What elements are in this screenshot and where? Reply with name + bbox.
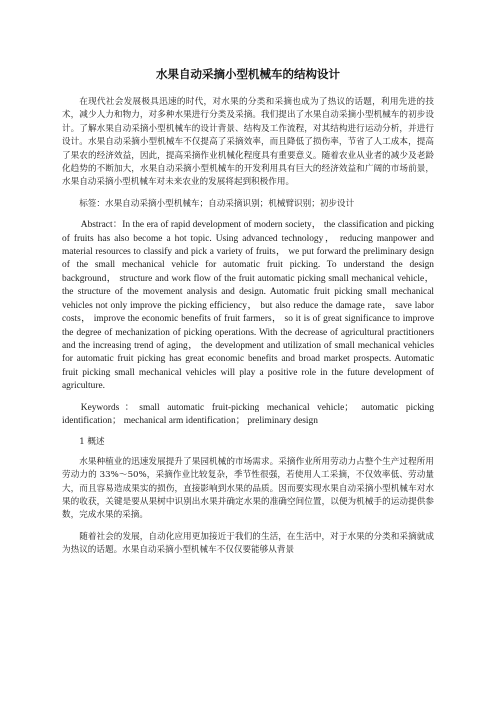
paper-title: 水果自动采摘小型机械车的结构设计: [156, 67, 340, 81]
keywords-en: [62, 402, 434, 429]
keywords-en-text: small automatic fruit-picking mechanical vehicle； automatic picking identification； mechanical arm identification； preliminary design: [62, 402, 434, 426]
spacer: [62, 523, 434, 531]
keywords-en-label: Keywords：: [80, 402, 140, 413]
keywords-cn-label: 标签：: [79, 198, 105, 209]
spacer: [62, 394, 434, 402]
abstract-en: [62, 219, 434, 393]
section1-paragraph-1: 水果种植业的迅速发展提升了果园机械的市场需求。采摘作业所用劳动力占整个生产过程所用劳动力的 33%～50%，采摘作业比较复杂，季节性很强，若使用人工采摘，不仅效率低、劳动量大，而且容易造成果实的损伤，直接影响到水果的品质。因而要实现水果自动采摘小型机械车对水果的收获，关键是要从果树中识别出水果并确定水果的准确空间位置，以便为机械手的运动提供参数，完成水果的采摘。: [62, 456, 434, 521]
keywords-cn: [62, 198, 434, 211]
spacer: [62, 190, 434, 198]
abstract-cn: 在现代社会发展极具迅速的时代，对水果的分类和采摘也成为了热议的话题，利用先进的技术，减少人力和物力，对多种水果进行分类及采摘。我们提出了水果自动采摘小型机械车的初步设计。了解水果自动采摘小型机械车的设计背景、结构及工作流程，对其结构进行运动分析，并进行设计。水果自动采摘小型机械车不仅提高了采摘效率，而且降低了损伤率，节省了人工成本，提高了果农的经济效益，因此，提高采摘作业机械化程度具有重要意义。随着农业从业者的减少及老龄化趋势的不断加大，水果自动采摘小型机械车的开发利用具有巨大的经济效益和广阔的市场前景，水果自动采摘小型机械车对未来农业的发展将起到积极作用。: [62, 97, 434, 188]
spacer: [62, 428, 434, 436]
section-heading: 1 概述: [79, 437, 105, 448]
spacer: [62, 211, 434, 219]
abstract-en-text: In the era of rapid development of modern society， the classification and picking of fruits has also become a hot topic. Using advanced technology， reducing manpower and material resources to classify and pick a variety of fruits， we put forward the preliminary design of the small mechanical vehicle for automatic fruit picking. To understand the design background， structure and work flow of the fruit automatic picking small mechanical vehicle， the structure of the movement analysis and design. Automatic fruit picking small mechanical vehicles not only improve the picking efficiency， but also reduce the damage rate， save labor costs， improve the economic benefits of fruit farmers， so it is of great significance to improve the degree of mechanization of picking operations. With the decrease of agricultural practitioners and the increasing trend of aging， the development and utilization of small mechanical vehicles for automatic fruit picking has great economic benefits and broad market prospects. Automatic fruit picking small mechanical vehicles will play a positive role in the future development of agriculture.: [62, 220, 434, 392]
section1-paragraph-2: 随着社会的发展，自动化应用更加接近于我们的生活，在生活中，对于水果的分类和采摘就成为热议的话题。水果自动采摘小型机械车不仅仅要能够从背景: [62, 531, 434, 556]
abstract-en-label: Abstract：: [80, 220, 123, 231]
keywords-cn-text: 水果自动采摘小型机械车；自动采摘识别；机械臂识别；初步设计: [104, 198, 355, 209]
